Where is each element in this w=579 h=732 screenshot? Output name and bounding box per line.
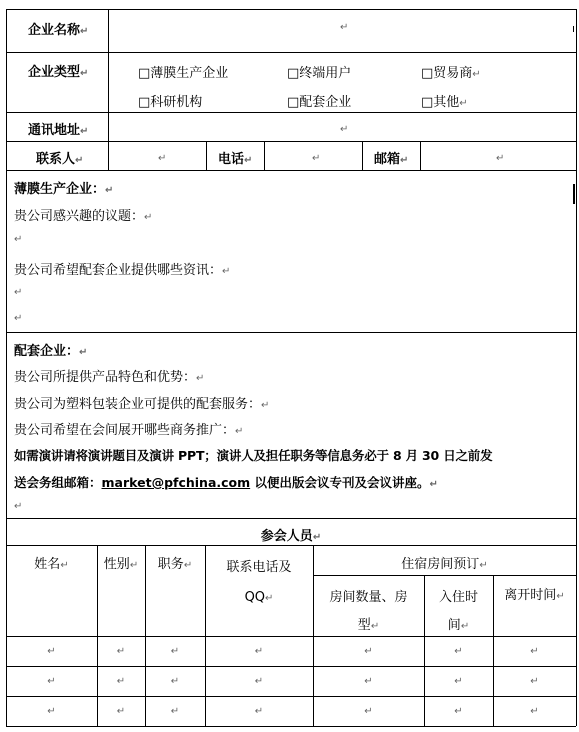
attendees-title: 参会人员↵ bbox=[260, 529, 322, 544]
table-cell[interactable]: ↵ bbox=[254, 706, 264, 717]
film-section-heading: 薄膜生产企业：↵ bbox=[14, 182, 114, 197]
notice-email-link[interactable]: market@pfchina.com bbox=[101, 475, 251, 490]
type-option-research[interactable]: □科研机构 bbox=[138, 95, 203, 110]
supplier-question-services: 贵公司为塑料包装企业可提供的配套服务：↵ bbox=[14, 397, 270, 412]
type-option-supplier[interactable]: □配套企业 bbox=[287, 95, 352, 110]
table-cell[interactable]: ↵ bbox=[116, 706, 126, 717]
table-cell[interactable]: ↵ bbox=[454, 676, 463, 687]
col-header-gender: 性别↵ bbox=[103, 557, 139, 572]
table-cell[interactable]: ↵ bbox=[254, 646, 264, 657]
table-cell[interactable]: ↵ bbox=[170, 646, 180, 657]
phone-label: 电话↵ bbox=[218, 152, 253, 167]
email-field[interactable]: ↵ bbox=[496, 153, 505, 164]
film-question-topics: 贵公司感兴趣的议题：↵ bbox=[14, 209, 153, 224]
col-header-phone-qq: 联系电话及 QQ↵ bbox=[226, 560, 292, 605]
table-cell[interactable]: ↵ bbox=[47, 646, 56, 657]
col-header-rooms: 房间数量、房 型↵ bbox=[329, 590, 408, 633]
table-cell[interactable]: ↵ bbox=[364, 676, 373, 687]
col-header-checkout: 离开时间↵ bbox=[504, 588, 565, 603]
table-cell[interactable]: ↵ bbox=[47, 706, 56, 717]
contact-label: 联系人↵ bbox=[36, 152, 84, 167]
table-cell[interactable]: ↵ bbox=[530, 706, 539, 717]
corner-mark bbox=[573, 26, 578, 32]
film-answer-info-2[interactable]: ↵ bbox=[14, 313, 23, 324]
company-name-label: 企业名称↵ bbox=[28, 23, 89, 38]
type-option-other[interactable]: □其他↵ bbox=[421, 95, 468, 110]
table-cell[interactable]: ↵ bbox=[170, 676, 180, 687]
contact-field[interactable]: ↵ bbox=[158, 153, 167, 164]
table-cell[interactable]: ↵ bbox=[454, 646, 463, 657]
address-label: 通讯地址↵ bbox=[28, 123, 89, 138]
table-cell[interactable]: ↵ bbox=[364, 646, 373, 657]
speech-notice-line1: 如需演讲请将演讲题目及演讲 PPT；演讲人及担任职务等信息务必于 8 月 30 日之前发 bbox=[14, 448, 493, 463]
table-cell[interactable]: ↵ bbox=[170, 706, 180, 717]
address-field[interactable]: ↵ bbox=[340, 124, 349, 135]
table-cell[interactable]: ↵ bbox=[454, 706, 463, 717]
phone-field[interactable]: ↵ bbox=[312, 153, 321, 164]
email-label: 邮箱↵ bbox=[374, 152, 409, 167]
company-type-label: 企业类型↵ bbox=[28, 65, 89, 80]
corner-mark bbox=[573, 184, 579, 204]
type-option-film-producer[interactable]: □薄膜生产企业 bbox=[138, 66, 229, 81]
table-cell[interactable]: ↵ bbox=[116, 676, 126, 687]
company-name-field[interactable]: ↵ bbox=[340, 22, 349, 33]
supplier-question-promotion: 贵公司希望在会间展开哪些商务推广：↵ bbox=[14, 423, 244, 438]
col-header-position: 职务↵ bbox=[157, 557, 193, 572]
supplier-question-products: 贵公司所提供产品特色和优势：↵ bbox=[14, 370, 205, 385]
table-cell[interactable]: ↵ bbox=[364, 706, 373, 717]
film-question-info: 贵公司希望配套企业提供哪些资讯：↵ bbox=[14, 263, 231, 278]
supplier-blank-line[interactable]: ↵ bbox=[14, 501, 23, 512]
col-header-checkin: 入住时 间↵ bbox=[438, 590, 478, 633]
type-option-end-user[interactable]: □终端用户 bbox=[287, 66, 352, 81]
col-header-lodging: 住宿房间预订↵ bbox=[401, 557, 488, 572]
table-cell[interactable]: ↵ bbox=[530, 646, 539, 657]
supplier-section-heading: 配套企业：↵ bbox=[14, 344, 88, 359]
table-cell[interactable]: ↵ bbox=[47, 676, 56, 687]
col-header-name: 姓名↵ bbox=[34, 557, 69, 572]
film-answer-info-1[interactable]: ↵ bbox=[14, 287, 23, 298]
film-answer-topics[interactable]: ↵ bbox=[14, 234, 23, 245]
type-option-trader[interactable]: □贸易商↵ bbox=[421, 66, 481, 81]
table-cell[interactable]: ↵ bbox=[116, 646, 126, 657]
speech-notice-line2: 送会务组邮箱：market@pfchina.com 以便出版会议专刊及会议讲座。↵ bbox=[14, 475, 438, 490]
table-cell[interactable]: ↵ bbox=[530, 676, 539, 687]
table-cell[interactable]: ↵ bbox=[254, 676, 264, 687]
